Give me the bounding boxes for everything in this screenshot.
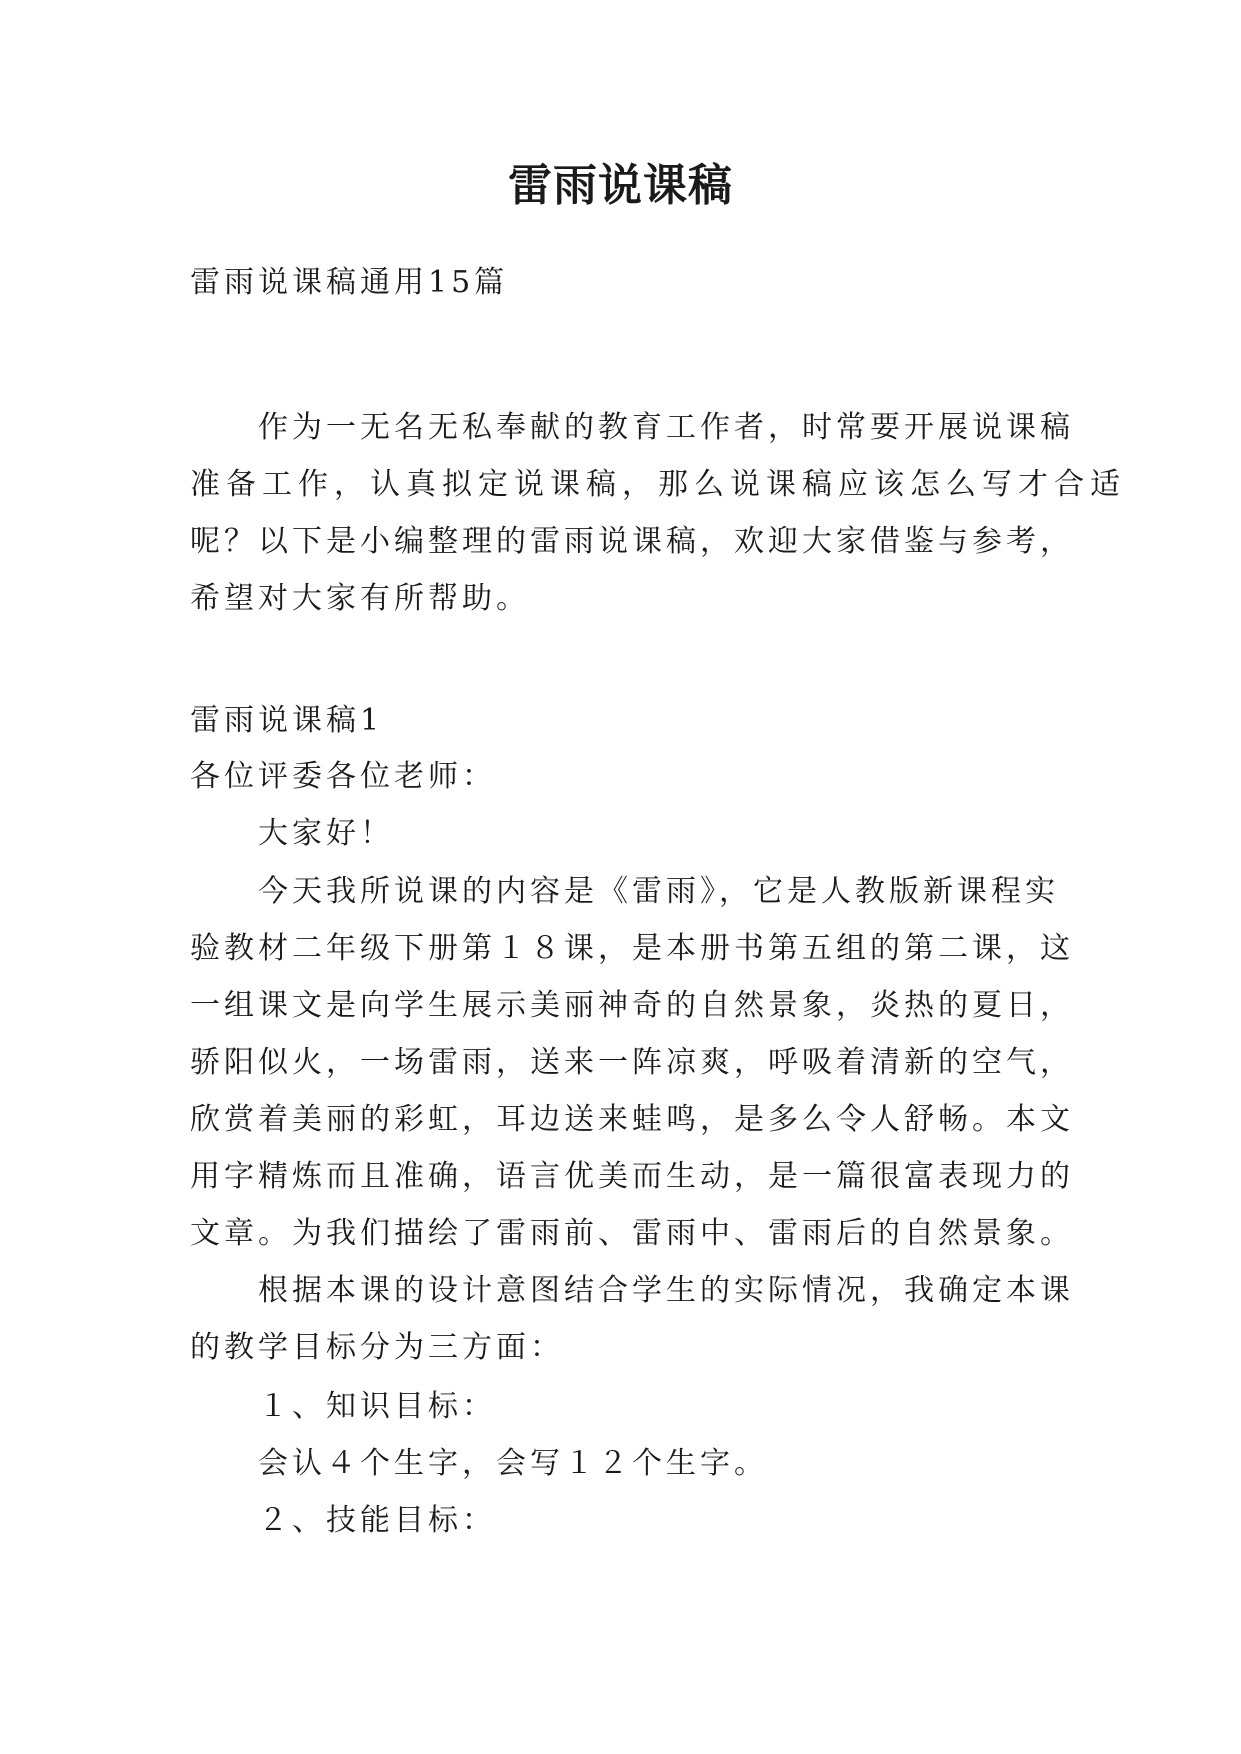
section-heading: 雷雨说课稿1 [190,703,384,738]
body-line: 根据本课的设计意图结合学生的实际情况，我确定本课 [258,1273,1074,1308]
body-line: 欣赏着美丽的彩虹，耳边送来蛙鸣，是多么令人舒畅。本文 [190,1102,1074,1137]
body-line: 今天我所说课的内容是《雷雨》，它是人教版新课程实 [258,874,1059,909]
intro-line: 呢？以下是小编整理的雷雨说课稿，欢迎大家借鉴与参考， [190,524,1074,559]
intro-line: 作为一无名无私奉献的教育工作者，时常要开展说课稿 [258,410,1074,445]
goal-text: 会认４个生字，会写１２个生字。 [258,1446,768,1481]
goal-heading: ２、技能目标： [258,1503,496,1538]
intro-line: 希望对大家有所帮助。 [190,581,530,616]
intro-line: 准备工作，认真拟定说课稿，那么说课稿应该怎么写才合适 [190,467,1126,502]
body-line: 的教学目标分为三方面： [190,1330,564,1365]
body-line: 用字精炼而且准确，语言优美而生动，是一篇很富表现力的 [190,1159,1074,1194]
body-line: 文章。为我们描绘了雷雨前、雷雨中、雷雨后的自然景象。 [190,1216,1074,1251]
document-subtitle: 雷雨说课稿通用15篇 [190,265,509,300]
greeting: 大家好！ [258,816,394,851]
salutation: 各位评委各位老师： [190,759,496,794]
body-line: 一组课文是向学生展示美丽神奇的自然景象，炎热的夏日， [190,988,1074,1023]
goal-heading: １、知识目标： [258,1389,496,1424]
document-title: 雷雨说课稿 [508,160,733,211]
body-line: 骄阳似火，一场雷雨，送来一阵凉爽，呼吸着清新的空气， [190,1045,1074,1080]
body-line: 验教材二年级下册第１８课，是本册书第五组的第二课，这 [190,931,1074,966]
